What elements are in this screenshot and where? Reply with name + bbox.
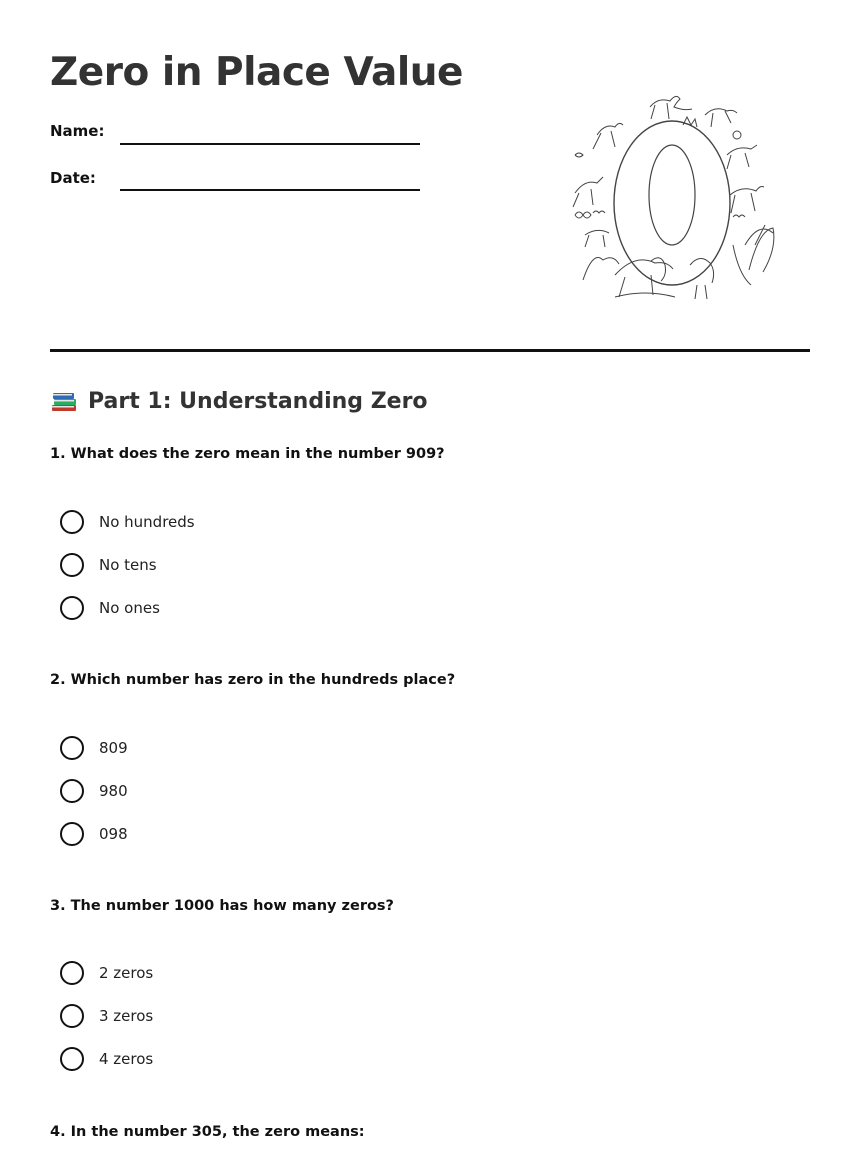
option-label: 098 — [99, 825, 128, 843]
option-label: 980 — [99, 782, 128, 800]
q1-option-2[interactable] — [60, 553, 157, 577]
option-label: 3 zeros — [99, 1007, 154, 1025]
radio-button[interactable] — [60, 1047, 84, 1071]
q3-option-3[interactable] — [60, 1047, 153, 1071]
name-field[interactable] — [120, 143, 420, 145]
q3-option-2[interactable] — [60, 1004, 153, 1028]
radio-button[interactable] — [60, 779, 84, 803]
option-label: No ones — [99, 599, 160, 617]
question-3: 3. The number 1000 has how many zeros? — [50, 898, 394, 914]
option-label: 2 zeros — [99, 964, 154, 982]
radio-button[interactable] — [60, 822, 84, 846]
name-label: Name: — [50, 122, 105, 140]
q2-option-3[interactable] — [60, 822, 128, 846]
radio-button[interactable] — [60, 596, 84, 620]
date-label: Date: — [50, 169, 96, 187]
zero-with-animals-illustration — [555, 85, 785, 305]
q2-option-1[interactable] — [60, 736, 128, 760]
q1-option-3[interactable] — [60, 596, 160, 620]
option-label: 4 zeros — [99, 1050, 154, 1068]
section-heading — [50, 388, 428, 414]
question-4: 4. In the number 305, the zero means: — [50, 1124, 365, 1140]
section-divider — [50, 349, 810, 352]
radio-button[interactable] — [60, 510, 84, 534]
section-heading-text: Part 1: Understanding Zero — [88, 388, 428, 414]
option-label: No hundreds — [99, 513, 195, 531]
question-1: 1. What does the zero mean in the number 909? — [50, 446, 445, 462]
question-2: 2. Which number has zero in the hundreds place? — [50, 672, 456, 688]
option-label: 809 — [99, 739, 128, 757]
radio-button[interactable] — [60, 553, 84, 577]
q2-option-2[interactable] — [60, 779, 128, 803]
date-field[interactable] — [120, 189, 420, 191]
radio-button[interactable] — [60, 736, 84, 760]
radio-button[interactable] — [60, 961, 84, 985]
q1-option-1[interactable] — [60, 510, 195, 534]
option-label: No tens — [99, 556, 157, 574]
page-title: Zero in Place Value — [50, 50, 463, 95]
q3-option-1[interactable] — [60, 961, 153, 985]
radio-button[interactable] — [60, 1004, 84, 1028]
books-icon — [50, 388, 78, 414]
